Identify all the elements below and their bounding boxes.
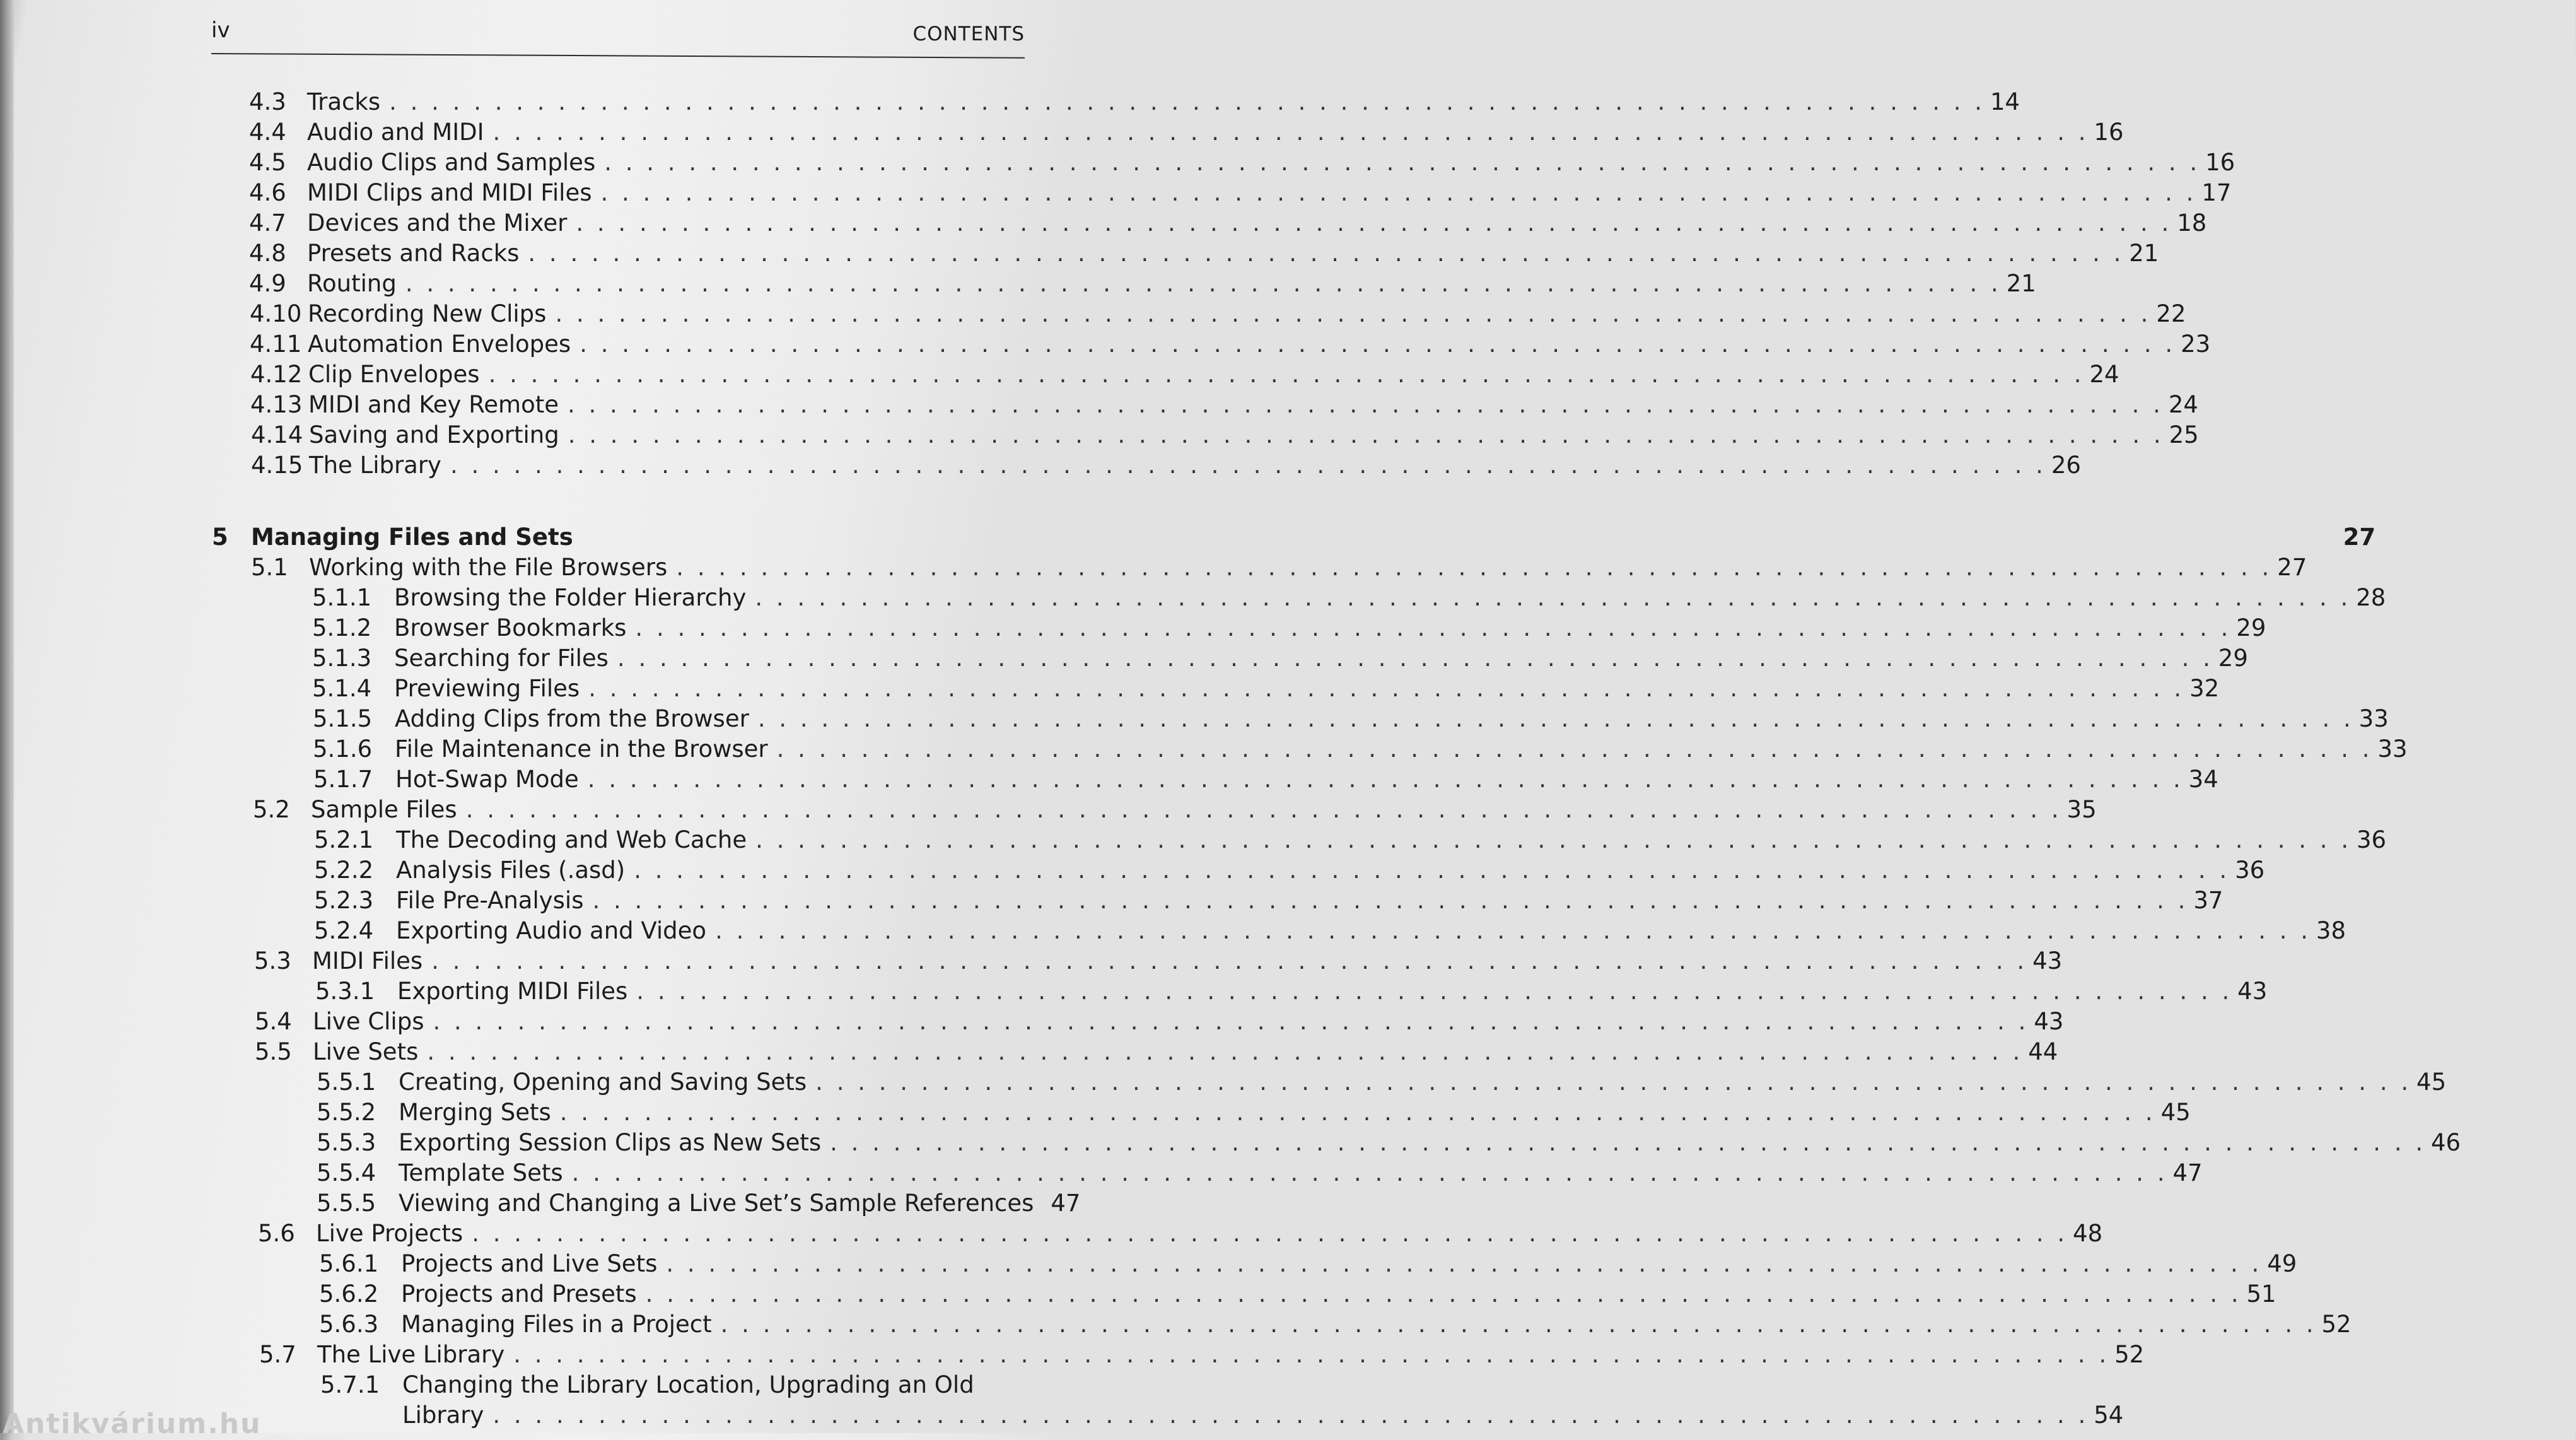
toc-entry-page: 17: [2201, 179, 2232, 206]
toc-entry-page: 27: [2277, 554, 2307, 581]
toc-entry-page: 24: [2168, 391, 2198, 418]
toc-entry-page: 47: [1051, 1190, 1081, 1217]
toc-entry-page: 43: [2237, 978, 2268, 1005]
toc-entry-title: File Maintenance in the Browser: [395, 735, 768, 763]
dot-leader: [715, 917, 2308, 944]
toc-entry-number: 4.15: [251, 452, 303, 479]
toc-entry-number: 5.6.3: [319, 1311, 379, 1338]
toc-entry-page: 33: [2358, 705, 2389, 732]
toc-entry-title: Template Sets: [399, 1159, 563, 1186]
toc-entry-page: 52: [2321, 1311, 2352, 1338]
toc-entry: [314, 917, 2346, 946]
toc-entry: [317, 1190, 1081, 1219]
toc-entry-title: Live Projects: [316, 1220, 463, 1247]
dot-leader: [815, 1068, 2408, 1096]
dot-leader: [568, 421, 2161, 448]
toc-entry-page: 34: [2188, 766, 2218, 793]
dot-leader: [588, 766, 2181, 793]
toc-entry: [250, 300, 2186, 329]
toc-entry: [312, 675, 2220, 704]
toc-entry-title: Exporting Session Clips as New Sets: [399, 1129, 822, 1156]
toc-entry-number: 5: [212, 524, 228, 551]
toc-entry-page: 46: [2431, 1129, 2461, 1156]
toc-entry-number: 5.2.4: [314, 917, 374, 944]
toc-entry: [251, 452, 2081, 481]
dot-leader: [830, 1129, 2423, 1156]
toc-entry-title: Creating, Opening and Saving Sets: [399, 1068, 807, 1096]
toc-entry-page: 28: [2356, 584, 2386, 611]
toc-entry-title: Browser Bookmarks: [394, 614, 627, 641]
toc-entry-number: 4.12: [250, 361, 303, 388]
toc-entry-number: 5.5.5: [317, 1190, 376, 1217]
toc-entry-title: Audio Clips and Samples: [307, 149, 596, 176]
toc-entry: [250, 391, 2198, 420]
toc-entry-number: 4.11: [250, 331, 302, 358]
dot-leader: [580, 331, 2172, 358]
toc-entry-number: 5.2: [253, 796, 290, 823]
toc-entry-number: 5.1.2: [312, 614, 372, 641]
toc-entry-page: 22: [2156, 300, 2186, 327]
dot-leader: [568, 391, 2160, 418]
toc-entry-number: 5.3.1: [315, 978, 375, 1005]
dot-leader: [666, 1250, 2259, 1277]
dot-leader: [755, 826, 2348, 853]
toc-entry: [249, 270, 2036, 299]
toc-entry: [317, 1068, 2447, 1098]
toc-entry-title: Live Clips: [313, 1008, 424, 1035]
toc-entry-page: 45: [2160, 1099, 2191, 1126]
dot-leader: [646, 1280, 2239, 1308]
toc-entry: [313, 735, 2408, 764]
toc-entry-page: 54: [2094, 1402, 2124, 1429]
toc-entry: [314, 826, 2387, 855]
toc-entry-title: Clip Envelopes: [308, 361, 480, 388]
toc-entry-title: MIDI and Key Remote: [308, 391, 559, 418]
toc-entry-title: Managing Files and Sets: [251, 524, 573, 551]
toc-entry: [313, 766, 2218, 795]
toc-entry-title: Browsing the Folder Hierarchy: [394, 584, 747, 611]
toc-entry-title: Live Sets: [313, 1038, 419, 1065]
toc-entry: [312, 614, 2266, 643]
toc-entry: [319, 1311, 2352, 1340]
toc-entry-title: Viewing and Changing a Live Set’s Sample References: [399, 1190, 1034, 1217]
dot-leader: [592, 887, 2185, 914]
toc-entry-number: 5.6.2: [319, 1280, 379, 1308]
toc-entry-page: 18: [2177, 209, 2207, 237]
toc-entry-number: 5.5.3: [317, 1129, 376, 1156]
toc-entry-number: 4.7: [249, 209, 286, 237]
toc-entry: [317, 1159, 2203, 1188]
toc-entry: [251, 421, 2199, 450]
dot-leader: [604, 149, 2197, 176]
toc-entry-number: 5.5.4: [317, 1159, 376, 1186]
dot-leader: [431, 947, 2024, 975]
dot-leader: [758, 705, 2351, 732]
toc-entry-title: Hot-Swap Mode: [395, 766, 579, 793]
toc-entry-page: 47: [2172, 1159, 2203, 1186]
toc-entry-page: 23: [2181, 331, 2211, 358]
toc-entry-page: 32: [2189, 675, 2220, 702]
toc-entry-page: 49: [2267, 1250, 2297, 1277]
watermark: Antikvárium.hu: [3, 1408, 262, 1440]
toc-entry-page: 16: [2094, 119, 2124, 146]
toc-entry-page: 27: [2343, 524, 2376, 551]
toc-entry-page: 51: [2246, 1280, 2276, 1308]
toc-entry: [319, 1250, 2297, 1279]
dot-leader: [588, 675, 2181, 702]
toc-entry-title: Sample Files: [311, 796, 457, 823]
toc-entry-number: 4.14: [251, 421, 303, 448]
dot-leader: [405, 270, 1998, 297]
dot-leader: [492, 1402, 2085, 1429]
toc-entry-number: 4.10: [250, 300, 302, 327]
dot-leader: [513, 1341, 2106, 1368]
toc-entry-number: 5.6.1: [319, 1250, 379, 1277]
toc-entry: [317, 1129, 2461, 1158]
dot-leader: [560, 1099, 2153, 1126]
book-spine-shadow: [0, 0, 14, 1433]
toc-entry-number: 4.13: [250, 391, 303, 418]
page-folio: iv: [211, 18, 230, 43]
dot-leader: [466, 796, 2059, 823]
dot-leader: [635, 614, 2228, 641]
toc-entry-number: 5.1.3: [312, 645, 372, 672]
dot-leader: [576, 209, 2169, 237]
toc-entry-number: 5.3: [254, 947, 291, 975]
toc-entry-number: 5.5: [255, 1038, 292, 1065]
section-title: CONTENTS: [912, 23, 1025, 45]
dot-leader: [721, 1311, 2314, 1338]
toc-entry-page: 16: [2205, 149, 2235, 176]
toc-entry-number: 5.7.1: [320, 1371, 380, 1398]
toc-entry: [253, 796, 2097, 825]
dot-leader: [389, 88, 1982, 115]
toc-entry-page: 14: [1990, 88, 2020, 115]
toc-entry-number: 4.6: [249, 179, 286, 206]
running-head: [211, 18, 1025, 53]
toc-entry: [212, 524, 2376, 553]
toc-entry-number: 4.4: [249, 119, 286, 146]
toc-entry-title: Projects and Presets: [401, 1280, 637, 1308]
toc-entry: [255, 1038, 2058, 1067]
toc-entry-title: Searching for Files: [394, 645, 609, 672]
toc-entry-title: Recording New Clips: [308, 300, 547, 327]
toc-entry-page: 26: [2051, 452, 2081, 479]
toc-entry-title: The Decoding and Web Cache: [396, 826, 747, 853]
dot-leader: [489, 361, 2082, 388]
toc-entry: [319, 1280, 2276, 1309]
toc-entry-page: 36: [2235, 857, 2265, 884]
toc-entry-number: 5.5.2: [317, 1099, 376, 1126]
toc-entry-page: 33: [2377, 735, 2408, 763]
toc-entry-title: Managing Files in a Project: [401, 1311, 712, 1338]
toc-entry: [255, 1008, 2064, 1037]
dot-leader: [450, 452, 2043, 479]
toc-entry: [249, 149, 2235, 178]
dot-leader: [472, 1220, 2065, 1247]
toc-entry-page: 29: [2218, 645, 2248, 672]
toc-entry: [259, 1341, 2145, 1370]
toc-entry-title: MIDI Files: [312, 947, 423, 975]
toc-entry-title: Exporting Audio and Video: [396, 917, 707, 944]
toc-entry-page: 38: [2316, 917, 2346, 944]
toc-entry: [249, 209, 2207, 238]
toc-entry-page: 43: [2032, 947, 2063, 975]
toc-entry: [312, 645, 2248, 674]
toc-entry-page: 45: [2416, 1068, 2447, 1096]
toc-entry-page: 25: [2169, 421, 2199, 448]
toc-entry-number: 5.1: [251, 554, 288, 581]
toc-entry: [258, 1220, 2103, 1249]
toc-entry-number: 5.4: [255, 1008, 292, 1035]
header-rule: [211, 53, 1025, 59]
toc-entry-page: 52: [2114, 1341, 2145, 1368]
dot-leader: [617, 645, 2210, 672]
toc-entry-title: Previewing Files: [394, 675, 580, 702]
toc-entry-number: 5.1.6: [313, 735, 373, 763]
toc-entry-title: Saving and Exporting: [309, 421, 559, 448]
dot-leader: [755, 584, 2348, 611]
dot-leader: [676, 554, 2269, 581]
toc-entry: [320, 1371, 1034, 1400]
toc-entry-title: Merging Sets: [399, 1099, 551, 1126]
dot-leader: [528, 240, 2121, 267]
toc-entry-title: File Pre-Analysis: [396, 887, 584, 914]
toc-entry-title: Working with the File Browsers: [309, 554, 668, 581]
toc-entry-page: 29: [2236, 614, 2266, 641]
toc-entry-page: 21: [2006, 270, 2036, 297]
toc-entry-title: Projects and Live Sets: [401, 1250, 658, 1277]
toc-entry: [313, 705, 2389, 734]
toc-entry: [251, 554, 2307, 583]
toc-entry: [315, 978, 2268, 1007]
dot-leader: [600, 179, 2193, 206]
toc-entry-page: 43: [2034, 1008, 2064, 1035]
toc-entry-number: 5.2.2: [314, 857, 374, 884]
toc-entry-page: 21: [2129, 240, 2159, 267]
toc-entry-title: Tracks: [307, 88, 381, 115]
dot-leader: [427, 1038, 2020, 1065]
dot-leader: [433, 1008, 2025, 1035]
toc-entry-title: The Library: [309, 452, 441, 479]
toc-entry: [320, 1402, 2124, 1431]
toc-entry: [314, 857, 2265, 886]
toc-entry-title: The Live Library: [317, 1341, 505, 1368]
toc-entry-page: 44: [2028, 1038, 2058, 1065]
dot-leader: [572, 1159, 2165, 1186]
dot-leader: [777, 735, 2370, 763]
toc-entry-page: 48: [2073, 1220, 2103, 1247]
toc-entry: [254, 947, 2063, 976]
toc-entry-page: 37: [2193, 887, 2223, 914]
toc-entry-title: Changing the Library Location, Upgrading an Old: [402, 1371, 974, 1398]
toc-entry-number: 4.8: [249, 240, 286, 267]
toc-entry-title: Presets and Racks: [307, 240, 520, 267]
dot-leader: [555, 300, 2148, 327]
toc-entry-number: 5.5.1: [317, 1068, 376, 1096]
toc-entry: [312, 584, 2386, 613]
toc-entry-number: 5.1.7: [313, 766, 373, 793]
toc-entry-title: Adding Clips from the Browser: [395, 705, 749, 732]
toc-entry-title: Exporting MIDI Files: [397, 978, 628, 1005]
toc-entry: [249, 240, 2159, 269]
toc-entry-title: Analysis Files (.asd): [396, 857, 626, 884]
toc-entry-number: 5.1.4: [312, 675, 372, 702]
toc-entry-page: 24: [2089, 361, 2119, 388]
toc-entry-number: 5.1.1: [312, 584, 372, 611]
toc-entry: [249, 88, 2020, 117]
toc-entry-title: Devices and the Mixer: [307, 209, 568, 237]
toc-entry: [250, 331, 2211, 360]
toc-entry-page: 36: [2357, 826, 2387, 853]
toc-entry-title: Automation Envelopes: [308, 331, 571, 358]
toc-entry-number: 5.2.3: [314, 887, 374, 914]
toc-entry: [249, 179, 2232, 208]
toc-entry: [249, 119, 2124, 148]
toc-entry: [250, 361, 2119, 390]
dot-leader: [636, 978, 2229, 1005]
toc-entry-number: 4.5: [249, 149, 286, 176]
toc-entry-number: 5.6: [258, 1220, 295, 1247]
dot-leader: [634, 857, 2227, 884]
toc-entry-page: 35: [2066, 796, 2097, 823]
toc-entry-title: MIDI Clips and MIDI Files: [307, 179, 592, 206]
toc-entry-title: Audio and MIDI: [307, 119, 484, 146]
dot-leader: [493, 119, 2086, 146]
toc-entry: [317, 1099, 2191, 1128]
toc-entry-number: 5.2.1: [314, 826, 374, 853]
toc-entry-title: Routing: [307, 270, 397, 297]
toc-entry: [314, 887, 2223, 916]
toc-entry-title: Library: [402, 1402, 484, 1429]
toc-entry-number: 4.9: [249, 270, 286, 297]
toc-entry-number: 5.1.5: [313, 705, 373, 732]
toc-entry-number: 5.7: [259, 1341, 296, 1368]
toc-entry-number: 4.3: [249, 88, 286, 115]
